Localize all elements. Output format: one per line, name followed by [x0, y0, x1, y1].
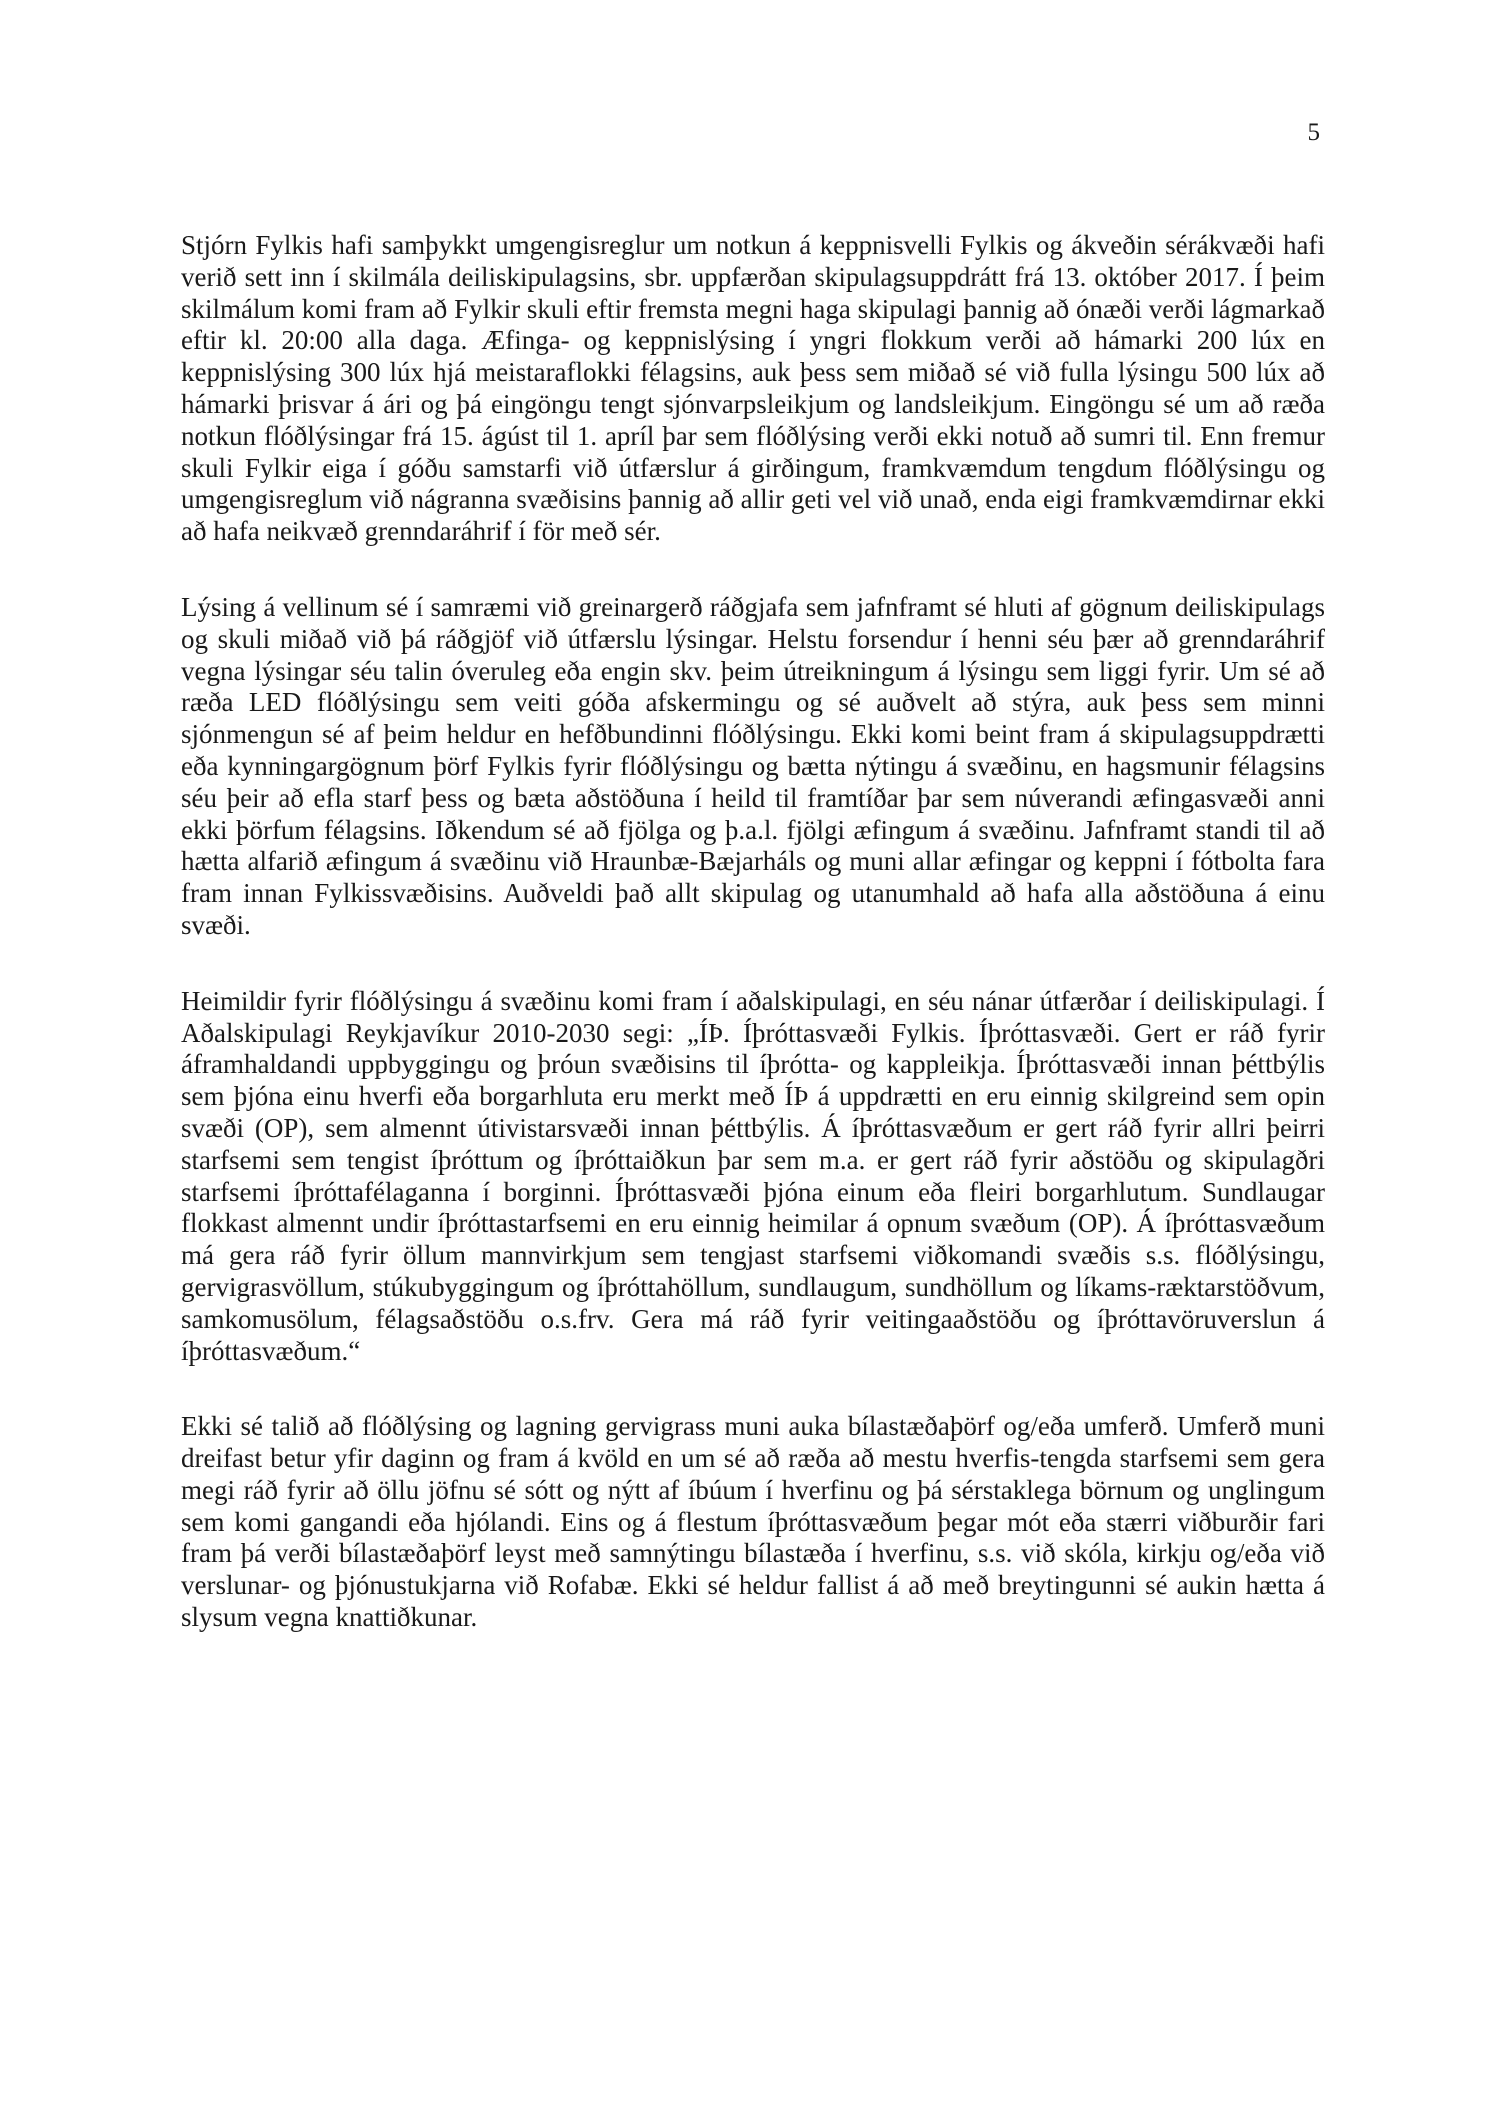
page-number: 5	[1307, 119, 1320, 146]
paragraph-1: Stjórn Fylkis hafi samþykkt umgengisreglur um notkun á keppnisvelli Fylkis og ákveðin sérákvæði hafi verið sett inn í skilmála deiliskipulagsins, sbr. uppfærðan skipulagsuppdrátt frá 13. október 2017. Í þeim skilmálum komi fram að Fylkir skuli eftir fremsta megni haga skipulagi þannig að ónæði verði lágmarkað eftir kl. 20:00 alla daga. Æfinga- og keppnislýsing í yngri flokkum verði að hámarki 200 lúx en keppnislýsing 300 lúx hjá meistaraflokki félagsins, auk þess sem miðað sé við fulla lýsingu 500 lúx að hámarki þrisvar á ári og þá eingöngu tengt sjónvarpsleikjum og landsleikjum. Eingöngu sé um að ræða notkun flóðlýsingar frá 15. ágúst til 1. apríl þar sem flóðlýsing verði ekki notuð að sumri til. Enn fremur skuli Fylkir eiga í góðu samstarfi við útfærslur á girðingum, framkvæmdum tengdum flóðlýsingu og umgengisreglum við nágranna svæðisins þannig að allir geti vel við unað, enda eigi framkvæmdirnar ekki að hafa neikvæð grenndaráhrif í för með sér.	[181, 230, 1325, 547]
paragraph-3: Heimildir fyrir flóðlýsingu á svæðinu komi fram í aðalskipulagi, en séu nánar útfærðar í deiliskipulagi. Í Aðalskipulagi Reykjavíkur 2010-2030 segi: „ÍÞ. Íþróttasvæði Fylkis. Íþróttasvæði. Gert er ráð fyrir áframhaldandi uppbyggingu og þróun svæðisins til íþrótta- og kappleikja. Íþróttasvæði innan þéttbýlis sem þjóna einu hverfi eða borgarhluta eru merkt með ÍÞ á uppdrætti en eru einnig skilgreind sem opin svæði (OP), sem almennt útivistarsvæði innan þéttbýlis. Á íþróttasvæðum er gert ráð fyrir allri þeirri starfsemi sem tengist íþróttum og íþróttaiðkun þar sem m.a. er gert ráð fyrir aðstöðu og skipulagðri starfsemi íþróttafélaganna í borginni. Íþróttasvæði þjóna einum eða fleiri borgarhlutum. Sundlaugar flokkast almennt undir íþróttastarfsemi en eru einnig heimilar á opnum svæðum (OP). Á íþróttasvæðum má gera ráð fyrir öllum mannvirkjum sem tengjast starfsemi viðkomandi svæðis s.s. flóðlýsingu, gervigrasvöllum, stúkubyggingum og íþróttahöllum, sundlaugum, sundhöllum og líkams-ræktarstöðvum, samkomusölum, félagsaðstöðu o.s.frv. Gera má ráð fyrir veitingaaðstöðu og íþróttavöruverslun á íþróttasvæðum.“	[181, 985, 1325, 1366]
paragraph-2: Lýsing á vellinum sé í samræmi við greinargerð ráðgjafa sem jafnframt sé hluti af gögnum deiliskipulags og skuli miðað við þá ráðgjöf við útfærslu lýsingar. Helstu forsendur í henni séu þær að grenndaráhrif vegna lýsingar séu talin óveruleg eða engin skv. þeim útreikningum á lýsingu sem liggi fyrir. Um sé að ræða LED flóðlýsingu sem veiti góða afskermingu og sé auðvelt að stýra, auk þess sem minni sjónmengun sé af þeim heldur en hefðbundinni flóðlýsingu. Ekki komi beint fram á skipulagsuppdrætti eða kynningargögnum þörf Fylkis fyrir flóðlýsingu og bætta nýtingu á svæðinu, en hagsmunir félagsins séu þeir að efla starf þess og bæta aðstöðuna í heild til framtíðar þar sem núverandi æfingasvæði anni ekki þörfum félagsins. Iðkendum sé að fjölga og þ.a.l. fjölgi æfingum á svæðinu. Jafnframt standi til að hætta alfarið æfingum á svæðinu við Hraunbæ-Bæjarháls og muni allar æfingar og keppni í fótbolta fara fram innan Fylkissvæðisins. Auðveldi það allt skipulag og utanumhald að hafa alla aðstöðuna á einu svæði.	[181, 591, 1325, 940]
document-body	[181, 230, 1325, 1678]
paragraph-4: Ekki sé talið að flóðlýsing og lagning gervigrass muni auka bílastæðaþörf og/eða umferð. Umferð muni dreifast betur yfir daginn og fram á kvöld en um sé að ræða að mestu hverfis-tengda starfsemi sem gera megi ráð fyrir að öllu jöfnu sé sótt og nýtt af íbúum í hverfinu og þá sérstaklega börnum og unglingum sem komi gangandi eða hjólandi. Eins og á flestum íþróttasvæðum þegar mót eða stærri viðburðir fari fram þá verði bílastæðaþörf leyst með samnýtingu bílastæða í hverfinu, s.s. við skóla, kirkju og/eða við verslunar- og þjónustukjarna við Rofabæ. Ekki sé heldur fallist á að með breytingunni sé aukin hætta á slysum vegna knattiðkunar.	[181, 1411, 1325, 1633]
